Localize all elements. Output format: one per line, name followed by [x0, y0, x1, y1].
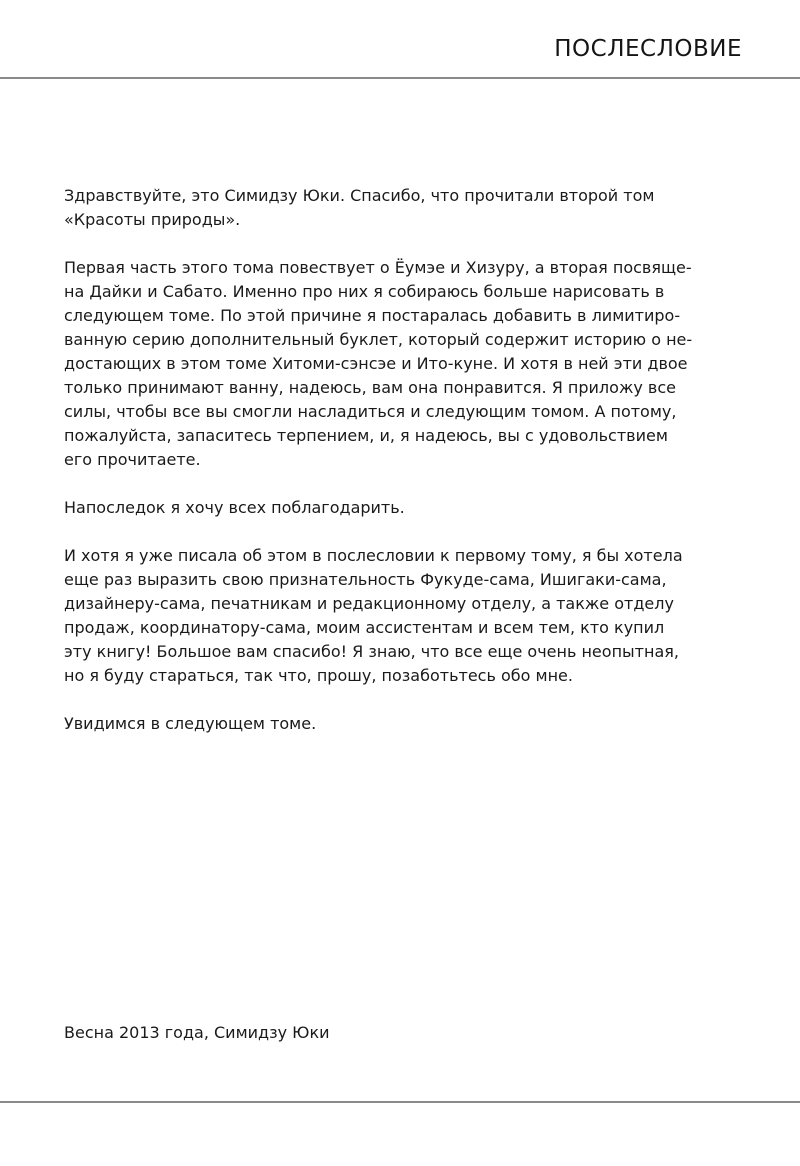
- text-line: его прочитаете.: [64, 450, 201, 469]
- paragraph-acknowledgements: [64, 544, 744, 688]
- text-line: ванную серию дополнительный буклет, который содержит историю о не-: [64, 330, 693, 349]
- text-line: Первая часть этого тома повествует о Ёумэе и Хизуру, а вторая посвяще-: [64, 258, 692, 277]
- text-line: пожалуйста, запаситесь терпением, и, я надеюсь, вы с удовольствием: [64, 426, 668, 445]
- page-title: ПОСЛЕСЛОВИЕ: [554, 36, 742, 62]
- afterword-body: [64, 184, 744, 760]
- text-line: только принимают ванну, надеюсь, вам она понравится. Я приложу все: [64, 378, 676, 397]
- paragraph-thanks-intro: [64, 496, 744, 520]
- text-line: Здравствуйте, это Симидзу Юки. Спасибо, что прочитали второй том: [64, 186, 655, 205]
- text-line: силы, чтобы все вы смогли насладиться и следующим томом. А потому,: [64, 402, 677, 421]
- text-line: еще раз выразить свою признательность Фукуде-сама, Ишигаки-сама,: [64, 570, 667, 589]
- text-line: следующем томе. По этой причине я постаралась добавить в лимитиро-: [64, 306, 681, 325]
- text-line: эту книгу! Большое вам спасибо! Я знаю, что все еще очень неопытная,: [64, 642, 679, 661]
- paragraph-farewell: [64, 712, 744, 736]
- paragraph-volume-contents: [64, 256, 744, 472]
- text-line: Напоследок я хочу всех поблагодарить.: [64, 498, 405, 517]
- footer-divider: [0, 1101, 800, 1103]
- text-line: И хотя я уже писала об этом в послесловии к первому тому, я бы хотела: [64, 546, 683, 565]
- text-line: «Красоты природы».: [64, 210, 241, 229]
- text-line: дизайнеру-сама, печатникам и редакционному отделу, а также отделу: [64, 594, 674, 613]
- text-line: продаж, координатору-сама, моим ассистентам и всем тем, кто купил: [64, 618, 665, 637]
- text-line: но я буду стараться, так что, прошу, позаботьтесь обо мне.: [64, 666, 573, 685]
- text-line: на Дайки и Сабато. Именно про них я собираюсь больше нарисовать в: [64, 282, 665, 301]
- text-line: Увидимся в следующем томе.: [64, 714, 317, 733]
- paragraph-greeting: [64, 184, 744, 232]
- author-signature: Весна 2013 года, Симидзу Юки: [64, 1023, 330, 1042]
- header-divider: [0, 77, 800, 79]
- text-line: достающих в этом томе Хитоми-сэнсэе и Ито-куне. И хотя в ней эти двое: [64, 354, 688, 373]
